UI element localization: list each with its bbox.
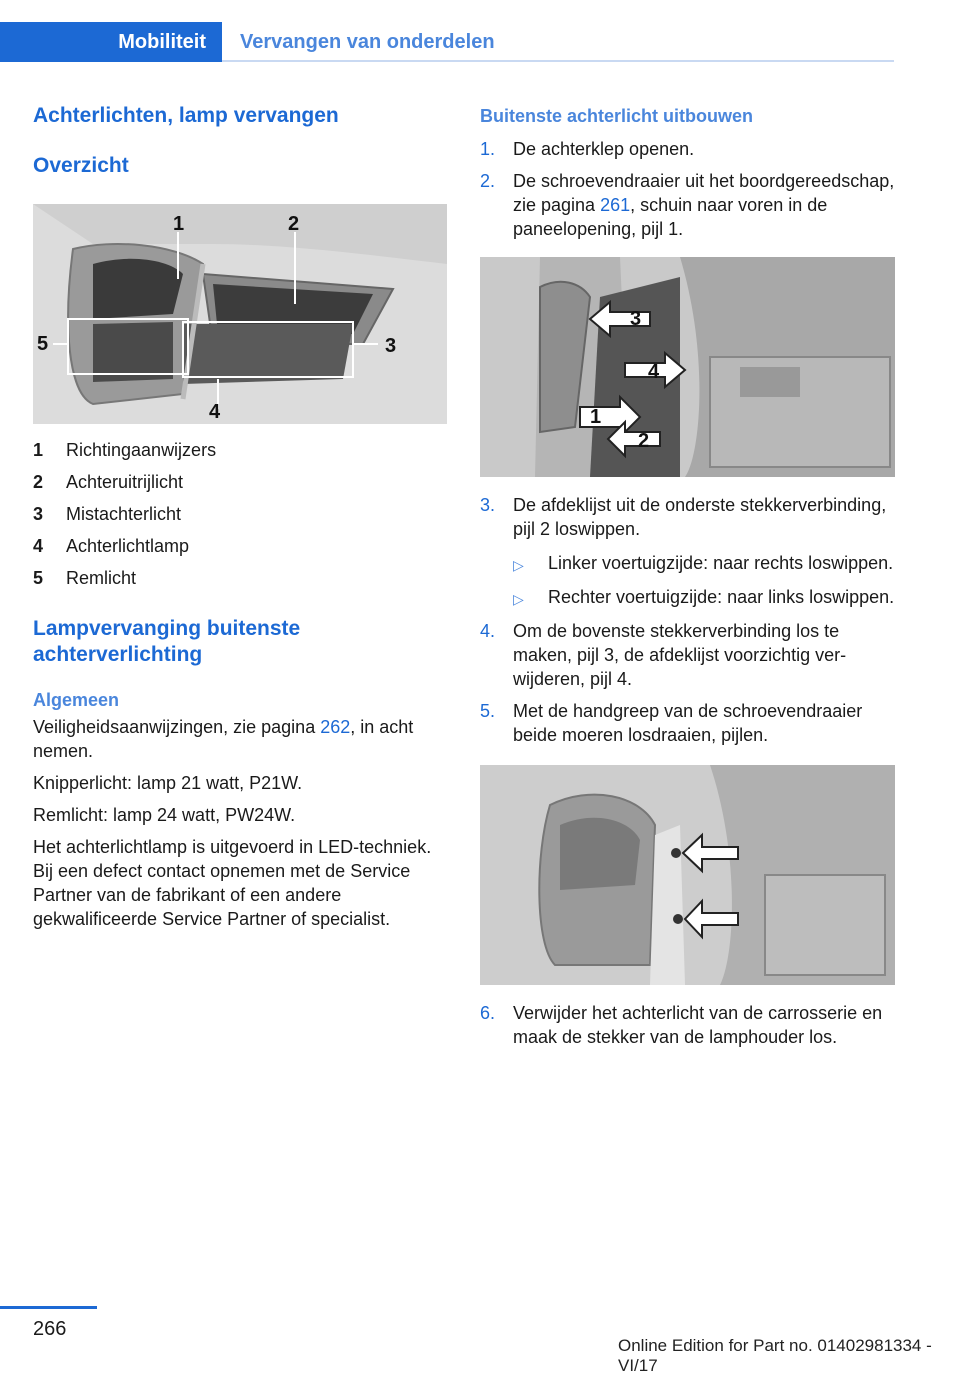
legend-item: [33, 498, 447, 530]
bullet-text: Rechter voertuigzijde: naar links loswippen.: [548, 587, 895, 607]
legend-label: Remlicht: [66, 567, 137, 588]
page-link-261[interactable]: 261: [600, 195, 631, 215]
bullet-item: [513, 551, 895, 577]
section-tab[interactable]: [0, 22, 222, 62]
nuts-figure: [480, 765, 895, 985]
removal-heading: Buitenste achterlicht uitbouwen: [480, 106, 754, 126]
bullet-text: Linker voertuigzijde: naar rechts loswippen.: [548, 553, 894, 573]
legend-number: 3: [33, 503, 44, 524]
legend-item: [33, 530, 447, 562]
legend-number: 1: [33, 439, 44, 460]
callout-1: 1: [173, 213, 185, 235]
step-text: Om de bovenste stekkerverbinding los te maken, pijl 3, de afdeklijst voorzichtig verwijderen, pijl 4.: [513, 621, 847, 689]
figure-legend: [33, 434, 447, 594]
section-tab-label: Mobiliteit: [118, 30, 206, 53]
screwdriver-illustration: [480, 257, 895, 477]
step-number: 2.: [480, 171, 496, 191]
step-number: 3.: [480, 495, 496, 515]
callout-3: 3: [385, 335, 397, 357]
callout-1: 1: [590, 406, 602, 428]
left-column: [33, 98, 447, 931]
safety-paragraph: Veiligheidsaanwijzingen, zie pagina 262, in acht nemen.: [33, 717, 414, 761]
step-2: [480, 169, 895, 241]
general-heading: Algemeen: [33, 690, 120, 710]
legend-number: 4: [33, 535, 44, 556]
step-number: 1.: [480, 139, 496, 159]
callout-3: 3: [630, 308, 642, 330]
edition-footer: Online Edition for Part no. 01402981334 - VI/17: [618, 1336, 932, 1375]
step-number: 5.: [480, 701, 496, 721]
page-link-262[interactable]: 262: [320, 717, 351, 737]
step-5: [480, 699, 895, 747]
step-text: Verwijder het achterlicht van de carrosserie en maak de stekker van de lamphouder los.: [513, 1003, 883, 1047]
subsection-tab-label: Vervangen van onderdelen: [240, 30, 495, 53]
legend-item: [33, 466, 447, 498]
step-4: [480, 619, 895, 691]
legend-item: [33, 434, 447, 466]
legend-label: Mistachterlicht: [66, 503, 182, 524]
brake-light-paragraph: Remlicht: lamp 24 watt, PW24W.: [33, 805, 296, 825]
triangle-bullet-icon: ▷: [513, 591, 524, 607]
legend-label: Richtingaanwijzers: [66, 439, 217, 460]
step-number: 4.: [480, 621, 496, 641]
tail-light-overview-figure: [33, 204, 447, 424]
page-header: [0, 0, 960, 62]
legend-item: [33, 562, 447, 594]
subsection-tab[interactable]: [240, 22, 495, 62]
page-title: Achterlichten, lamp vervangen: [33, 104, 339, 127]
step-text: De schroevendraaier uit het boordgereedschap, zie pagina 261, schuin naar voren in de paneelopening, pijl 1.: [513, 171, 895, 239]
legend-number: 5: [33, 567, 44, 588]
step-text: De afdeklijst uit de onderste stekkerverbinding, pijl 2 loswippen.: [513, 495, 887, 539]
overview-heading: Overzicht: [33, 154, 129, 177]
callout-2: 2: [288, 213, 300, 235]
step-6: [480, 1001, 895, 1049]
callout-2: 2: [638, 430, 650, 452]
legend-label: Achteruitrijlicht: [66, 471, 184, 492]
turn-signal-paragraph: Knipperlicht: lamp 21 watt, P21W.: [33, 773, 303, 793]
callout-4: 4: [209, 401, 221, 423]
bullet-item: [513, 585, 895, 611]
tail-light-illustration: [33, 204, 447, 424]
right-column: [480, 98, 895, 1049]
step-text: Met de handgreep van de schroevendraaier beide moeren losdraaien, pijlen.: [513, 701, 863, 745]
led-paragraph: Het achterlichtlamp is uitgevoerd in LED-techniek. Bij een defect contact opnemen met de Service Partner van de fabrikant of een andere gekwalificeerde Service Partner of specialist.: [33, 837, 432, 929]
section-heading: Lampvervanging buitenste achterverlichting: [33, 617, 301, 666]
callout-5: 5: [37, 333, 49, 355]
step-3: [480, 493, 895, 541]
page-number: 266: [33, 1318, 67, 1340]
step-number: 6.: [480, 1003, 496, 1023]
step-1: [480, 137, 895, 161]
legend-number: 2: [33, 471, 44, 492]
legend-label: Achterlichtlamp: [66, 535, 190, 556]
screwdriver-figure: [480, 257, 895, 477]
triangle-bullet-icon: ▷: [513, 557, 524, 573]
nuts-illustration: [480, 765, 895, 985]
footer-divider: [0, 1306, 97, 1309]
callout-4: 4: [648, 361, 660, 383]
step-text: De achterklep openen.: [513, 139, 695, 159]
header-divider: [222, 60, 894, 62]
